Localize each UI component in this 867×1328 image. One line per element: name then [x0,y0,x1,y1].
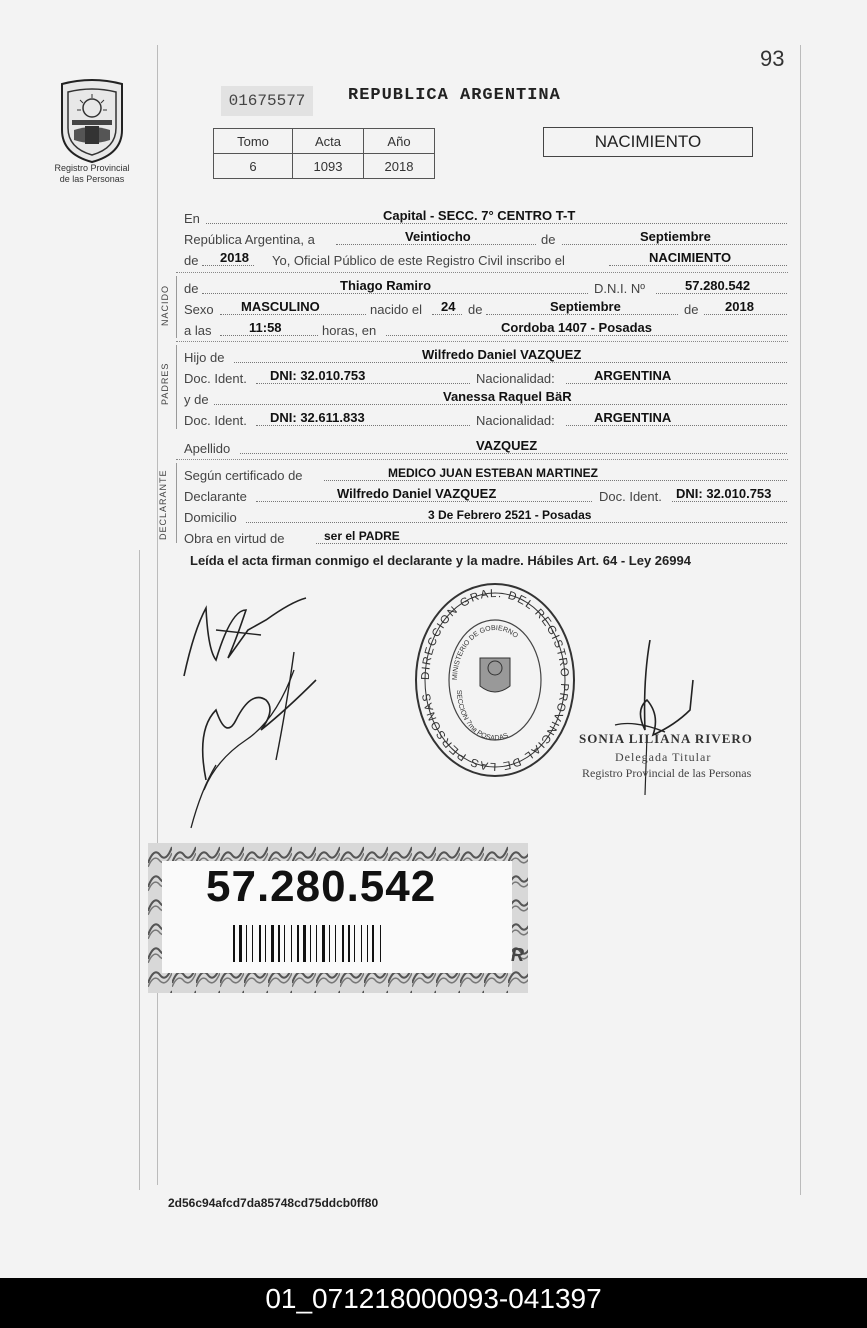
nacido-dni-label: D.N.I. Nº [594,281,645,296]
nacido-name-label: de [184,281,199,296]
stamp-outer-text: DIRECCION GRAL. DEL REGISTRO PROVINCIAL DE LAS PERSONAS [419,587,571,773]
virtue-row [184,526,787,546]
cert-row [184,463,787,483]
nacido-name-row [184,276,787,296]
page-number: 93 [760,46,785,71]
closing-statement: Leída el acta firman conmigo el declarante y la madre. Hábiles Art. 64 - Ley 26994 [190,553,691,568]
register-table-header-row [214,129,435,154]
nacido-sex: MASCULINO [241,299,320,314]
nacido-time-row [184,318,787,338]
register-header-anio: Año [364,129,435,154]
year-value: 2018 [220,250,249,265]
nacido-born-year: 2018 [725,299,754,314]
place-row [184,206,787,226]
father-name: Wilfredo Daniel VAZQUEZ [422,347,582,362]
mother-nationality: ARGENTINA [594,410,672,425]
declarant-doc-label: Doc. Ident. [599,489,662,504]
emblem-caption-line1: Registro Provincial [54,163,130,173]
nacido-sex-label: Sexo [184,302,214,317]
mother-label: y de [184,392,209,407]
register-table-value-row [214,154,435,179]
mother-doc-label: Doc. Ident. [184,413,247,428]
header-title: REPUBLICA ARGENTINA [348,86,561,105]
dni-card-number: 57.280.542 [206,862,437,911]
father-nationality: ARGENTINA [594,368,672,383]
declarant-signature [176,590,326,840]
surname-label: Apellido [184,441,231,456]
officer-title: Delegada Titular [615,750,712,764]
nacido-name: Thiago Ramiro [340,278,432,293]
nacido-born-month: Septiembre [550,299,621,314]
cert-value: MEDICO JUAN ESTEBAN MARTINEZ [388,466,599,480]
mother-row [184,387,787,407]
year-label: de [184,253,199,268]
place-value: Capital - SECC. 7° CENTRO T-T [383,208,576,223]
svg-text:SECCION 7ma POSADAS [455,690,510,742]
declarant-doc: DNI: 32.010.753 [676,486,772,501]
domicile-value: 3 De Febrero 2521 - Posadas [428,508,592,522]
register-header-acta: Acta [293,129,364,154]
nacido-dni: 57.280.542 [685,278,751,293]
nacido-de-label-2: de [684,302,699,317]
register-value-tomo: 6 [214,154,293,179]
serial-number: 01675577 [221,86,313,116]
nacido-de-label: de [468,302,483,317]
footer-code: 01_071218000093-041397 [0,1278,867,1328]
date-month: Septiembre [640,229,711,244]
document-hash: 2d56c94afcd7da85748cd75ddcb0ff80 [168,1196,379,1210]
stamp-inner-top: MINISTERIO DE GOBIERNO [451,624,519,681]
father-label: Hijo de [184,350,225,365]
nacido-born-label: nacido el [370,302,423,317]
mother-doc: DNI: 32.611.833 [270,410,365,425]
declarant-label: Declarante [184,489,247,504]
virtue-label: Obra en virtud de [184,531,285,546]
nacido-sex-row [184,297,787,317]
father-doc-label: Doc. Ident. [184,371,247,386]
section-nacido-label: NACIDO [160,284,170,326]
declarant-row [184,484,787,504]
official-stamp [412,580,578,780]
province-emblem-icon [52,78,132,164]
nacido-time: 11:58 [249,320,282,335]
register-value-anio: 2018 [364,154,435,179]
nacido-birth-place: Cordoba 1407 - Posadas [501,320,652,335]
stamp-inner-bottom: SECCION 7ma POSADAS [454,689,510,743]
nacido-born-day: 24 [441,299,456,314]
left-margin-line-2 [139,550,140,1190]
father-nat-label: Nacionalidad: [476,371,555,386]
officer-name: SONIA LILIANA RIVERO [579,731,753,746]
domicile-label: Domicilio [184,510,237,525]
virtue-value: ser el PADRE [324,529,400,543]
surname-value: VAZQUEZ [476,438,538,453]
domicile-row [184,505,787,525]
left-margin-line [157,45,158,1185]
father-doc-row [184,366,787,386]
date-label: República Argentina, a [184,232,315,247]
father-doc: DNI: 32.010.753 [270,368,366,383]
right-margin-line [800,45,801,1195]
mother-name: Vanessa Raquel BäR [443,389,572,404]
date-day: Veintiocho [405,229,471,244]
cert-label: Según certificado de [184,468,303,483]
mother-doc-row [184,408,787,428]
date-de-label: de [541,232,556,247]
act-registered: NACIMIENTO [649,250,732,265]
emblem-caption-line2: de las Personas [59,174,125,184]
dni-card-mark: R [511,945,524,965]
officer-organization: Registro Provincial de las Personas [582,766,752,780]
declarant-name: Wilfredo Daniel VAZQUEZ [337,486,497,501]
year-row [184,248,787,268]
section-padres-label: PADRES [160,362,170,405]
surname-row [184,436,787,456]
mother-nat-label: Nacionalidad: [476,413,555,428]
register-header-tomo: Tomo [214,129,293,154]
act-type-box: NACIMIENTO [543,127,753,157]
nacido-hours-label: horas, en [322,323,377,338]
register-value-acta: 1093 [293,154,364,179]
year-statement: Yo, Oficial Público de este Registro Civil inscribo el [272,253,565,268]
barcode-icon [233,925,441,962]
father-row [184,345,787,365]
date-row [184,227,787,247]
section-declarante-label: DECLARANTE [158,469,168,540]
place-label: En [184,211,200,226]
nacido-time-label: a las [184,323,212,338]
register-table [213,128,435,179]
emblem-caption [38,163,146,185]
